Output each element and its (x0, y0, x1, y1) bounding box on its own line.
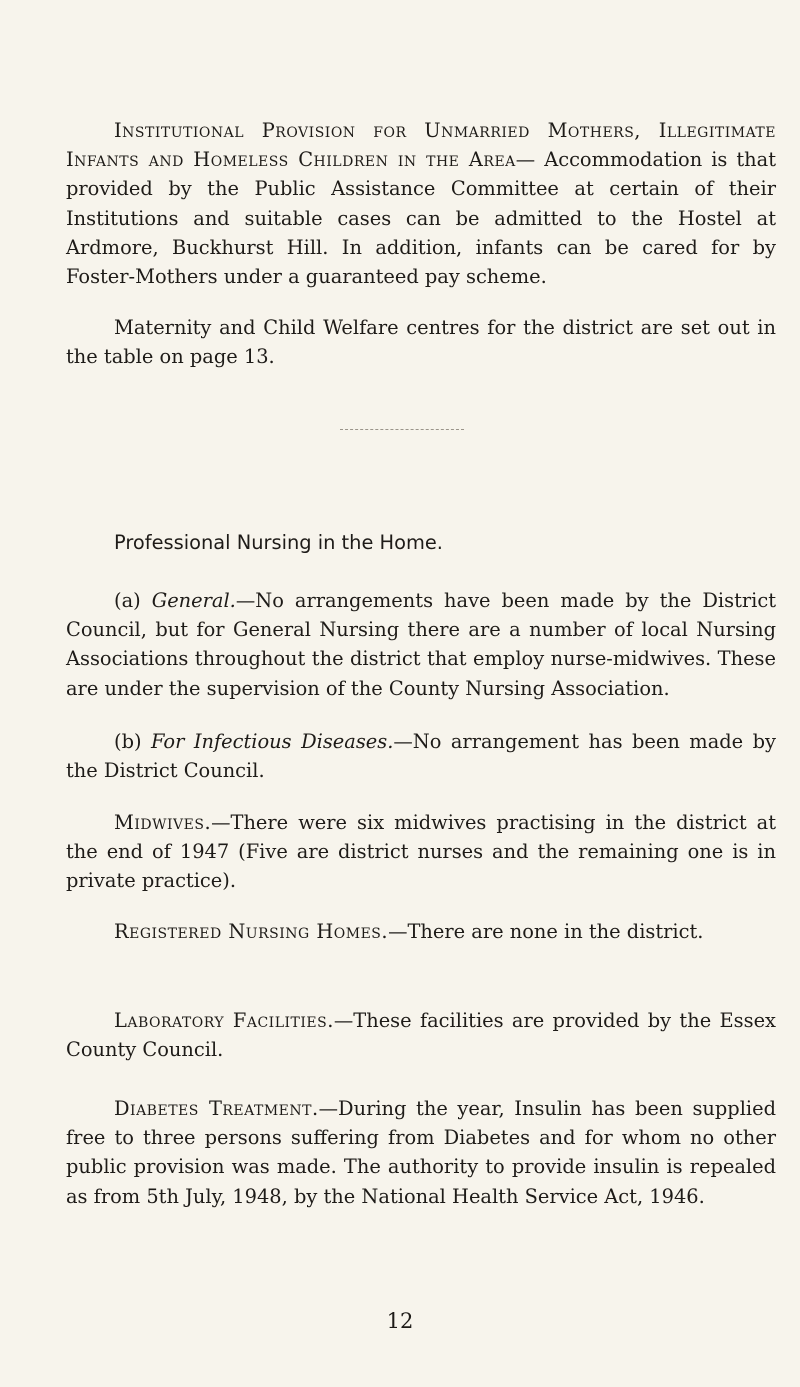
item-label-b: (b) (114, 730, 142, 753)
paragraph-general-nursing (66, 586, 776, 703)
paragraph-text: Maternity and Child Welfare centres for the district are set out in the table on page 13. (66, 316, 776, 369)
em-dash: — (211, 811, 231, 834)
paragraph-infectious-diseases (66, 727, 776, 785)
em-dash: — (318, 1097, 339, 1120)
paragraph-welfare-centres (66, 313, 776, 371)
em-dash: — (388, 920, 408, 943)
em-dash: — (333, 1009, 354, 1032)
item-label-a: (a) (114, 589, 141, 612)
section-divider (340, 429, 464, 430)
section-heading-laboratory: Laboratory Facilities. (114, 1009, 334, 1032)
paragraph-diabetes (66, 1094, 776, 1211)
paragraph-midwives (66, 808, 776, 896)
section-heading-institutional-provision: Institutional Provision for Unmarried Mothers, Illegitimate Infants and Homeless Children in the Area (66, 119, 776, 172)
paragraph-laboratory (66, 1006, 776, 1064)
section-heading-professional-nursing: Professional Nursing in the Home. (114, 531, 443, 554)
paragraph-text: These facilities are provided by the Essex County Council. (66, 1009, 776, 1062)
paragraph-text: During the year, Insulin has been supplied free to three persons suffering from Diabetes and for whom no other public provision was made. The authority to provide insulin is repealed as from 5th July, 1948, by the National Health Service Act, 1946. (66, 1097, 776, 1208)
paragraph-text: There are none in the district. (407, 920, 704, 943)
section-heading-nursing-homes: Registered Nursing Homes. (114, 920, 389, 943)
paragraph-text: No arrangement has been made by the District Council. (66, 730, 776, 783)
paragraph-text: No arrangements have been made by the District Council, but for General Nursing there are a number of local Nursing Associations throughout the district that employ nurse-midwives. These are under the supervision of the County Nursing Association. (66, 589, 776, 700)
page-number: 12 (386, 1309, 414, 1333)
item-title-general: General. (151, 589, 236, 612)
paragraph-text: Accommodation is that provided by the Public Assistance Committee at certain of their Institutions and suitable cases can be admitted to the Hostel at Ardmore, Buckhurst Hill. In addition, infants can be cared for by Foster-Mothers under a guaranteed pay scheme. (66, 148, 776, 289)
section-heading-diabetes: Diabetes Treatment. (114, 1097, 319, 1120)
item-title-infectious: For Infectious Diseases. (151, 730, 394, 753)
paragraph-institutional-provision (66, 116, 776, 291)
em-dash: — (235, 589, 256, 612)
paragraph-text: There were six midwives practising in the district at the end of 1947 (Five are district nurses and the remaining one is in private practice). (66, 811, 776, 893)
paragraph-nursing-homes (66, 917, 776, 946)
section-heading-midwives: Midwives. (114, 811, 212, 834)
em-dash: — (515, 148, 536, 172)
em-dash: — (393, 730, 413, 753)
